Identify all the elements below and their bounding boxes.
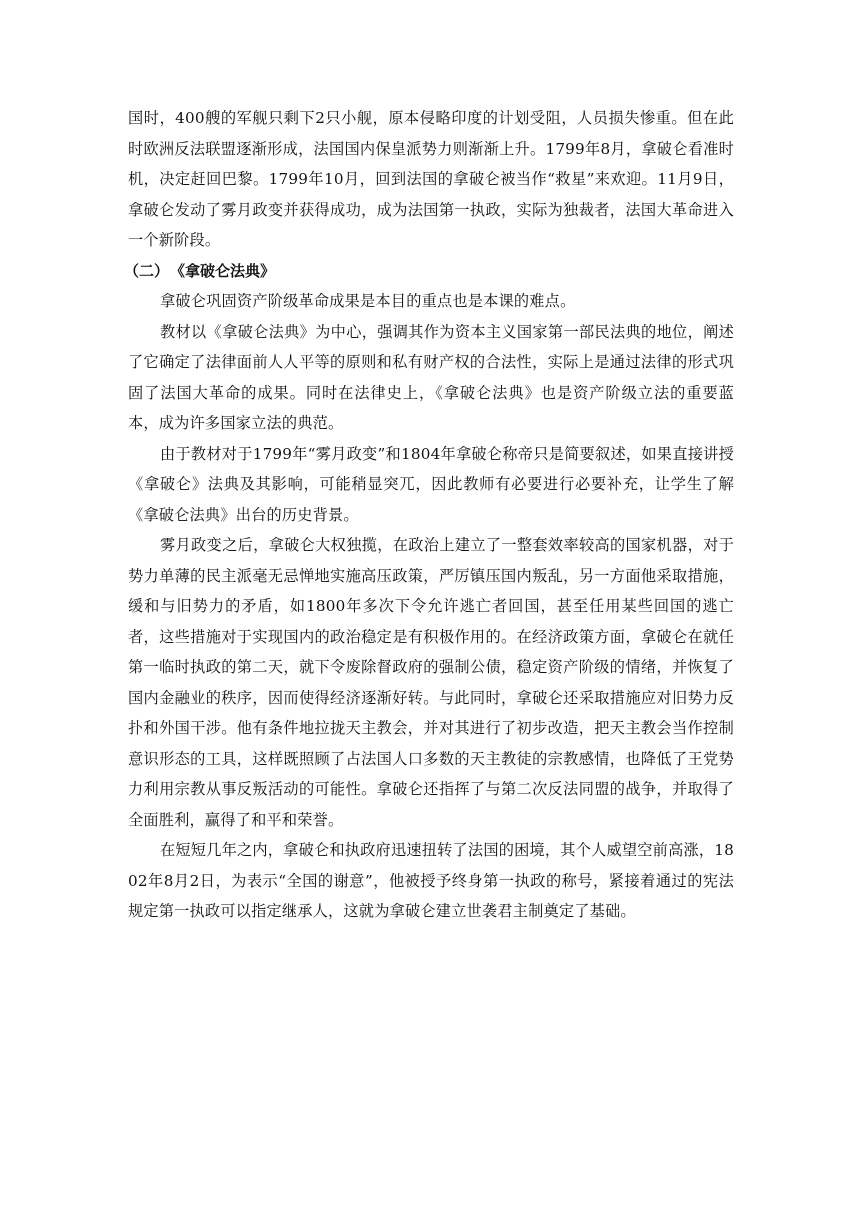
body-paragraph-consulate: 在短短几年之内，拿破仑和执政府迅速扭转了法国的困境，其个人威望空前高涨，1802年8月2日，为表示“全国的谢意”，他被授予终身第一执政的称号，紧接着通过的宪法规定第一执政可以指定继承人，这就为拿破仑建立世袭君主制奠定了基础。 bbox=[128, 841, 734, 920]
continuation-paragraph: 国时，400艘的军舰只剩下2只小舰，原本侵略印度的计划受阻，人员损失惨重。但在此时欧洲反法联盟逐渐形成，法国国内保皇派势力则渐渐上升。1799年8月，拿破仑看准时机，决定赶回巴黎。1799年10月，回到法国的拿破仑被当作“救星”来欢迎。11月9日，拿破仑发动了雾月政变并获得成功，成为法国第一执政，实际为独裁者，法国大革命进入一个新阶段。 bbox=[128, 109, 734, 249]
section-title: 《拿破仑法典》 bbox=[170, 261, 276, 280]
body-paragraph-after-coup: 雾月政变之后，拿破仑大权独揽，在政治上建立了一整套效率较高的国家机器，对于势力单薄的民主派毫无忌惮地实施高压政策，严厉镇压国内叛乱，另一方面他采取措施，缓和与旧势力的矛盾，如1800年多次下令允许逃亡者回国，甚至任用某些回国的逃亡者，这些措施对于实现国内的政治稳定是有积极作用的。在经济政策方面，拿破仑在就任第一临时执政的第二天，就下令废除督政府的强制公债，稳定资产阶级的情绪，并恢复了国内金融业的秩序，因而使得经济逐渐好转。与此同时，拿破仑还采取措施应对旧势力反扑和外国干涉。他有条件地拉拢天主教会，并对其进行了初步改造，把天主教会当作控制意识形态的工具，这样既照顾了占法国人口多数的天主教徒的宗教感情，也降低了王党势力利用宗教从事反叛活动的可能性。拿破仑还指挥了与第二次反法同盟的战争，并取得了全面胜利，赢得了和平和荣誉。 bbox=[128, 536, 734, 829]
section-number: （二） bbox=[124, 261, 170, 280]
section-heading bbox=[124, 256, 734, 287]
document-body bbox=[124, 103, 734, 927]
body-paragraph-key-point: 拿破仑巩固资产阶级革命成果是本目的重点也是本课的难点。 bbox=[160, 292, 576, 310]
body-paragraph-textbook: 教材以《拿破仑法典》为中心，强调其作为资本主义国家第一部民法典的地位，阐述了它确定了法律面前人人平等的原则和私有财产权的合法性，实际上是通过法律的形式巩固了法国大革命的成果。同时在法律史上，《拿破仑法典》也是资产阶级立法的重要蓝本，成为许多国家立法的典范。 bbox=[128, 322, 734, 432]
body-paragraph-background-note: 由于教材对于1799年“雾月政变”和1804年拿破仑称帝只是简要叙述，如果直接讲授《拿破仑》法典及其影响，可能稍显突兀，因此教师有必要进行必要补充，让学生了解《拿破仑法典》出台的历史背景。 bbox=[128, 444, 734, 524]
